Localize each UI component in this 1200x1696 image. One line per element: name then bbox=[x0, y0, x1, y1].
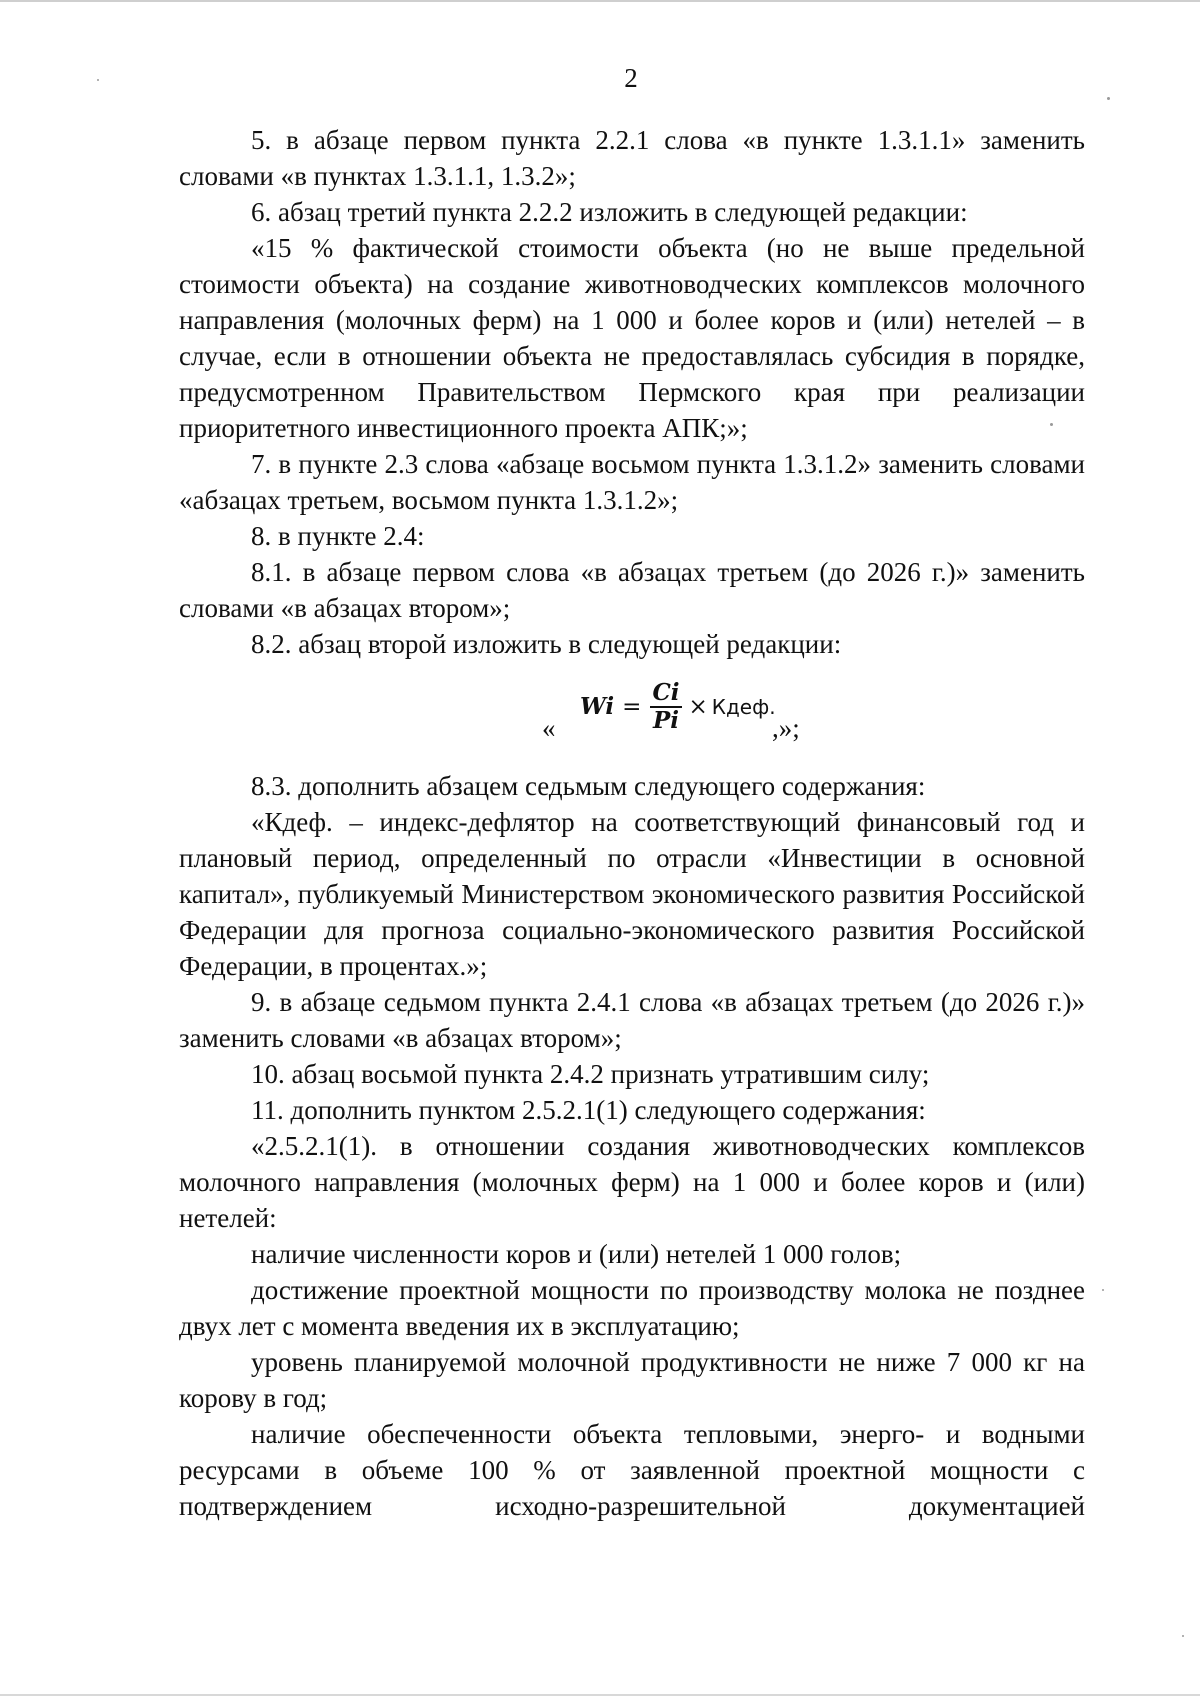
paragraph-item-8: 8. в пункте 2.4: bbox=[251, 521, 425, 551]
formula-denominator: Pi bbox=[650, 706, 682, 734]
scan-top-edge bbox=[0, 0, 1200, 2]
paragraph-item-8-2: 8.2. абзац второй изложить в следующей редакции: bbox=[251, 629, 842, 659]
page-number: 2 bbox=[624, 63, 638, 93]
scan-speck bbox=[1107, 97, 1110, 100]
formula-numerator: Ci bbox=[652, 679, 680, 706]
paragraph-item-9: 9. в абзаце седьмом пункта 2.4.1 слова «в абзацах третьем (до 2026 г.)» заменить словами «в абзацах втором»; bbox=[179, 987, 1085, 1053]
paragraph-item-8-3-text: «Кдеф. – индекс-дефлятор на соответствующий финансовый год и плановый период, определенный по отрасли «Инвестиции в основной капитал», публикуемый Министерством экономического развития Российской Федерации для прогноза социально-экономического развития Российской Федерации, в процентах.»; bbox=[179, 807, 1085, 981]
paragraph-criterion-headcount: наличие численности коров и (или) нетелей 1 000 голов; bbox=[251, 1239, 902, 1269]
paragraph-criterion-resources: наличие обеспеченности объекта тепловыми, энерго- и водными ресурсами в объеме 100 % от заявленной проектной мощности с подтверждением исходно-разрешительной документацией bbox=[179, 1419, 1085, 1521]
formula-expression bbox=[580, 680, 776, 734]
paragraph-criterion-productivity: уровень планируемой молочной продуктивности не ниже 7 000 кг на корову в год; bbox=[179, 1347, 1085, 1413]
scan-speck bbox=[1102, 1289, 1104, 1291]
document-body bbox=[179, 122, 1085, 1524]
formula bbox=[179, 668, 1085, 758]
formula-close: ,»; bbox=[772, 713, 800, 743]
paragraph-criterion-capacity: достижение проектной мощности по производству молока не позднее двух лет с момента введения их в эксплуатацию; bbox=[179, 1275, 1085, 1341]
formula-fraction bbox=[649, 680, 682, 734]
formula-times: × bbox=[688, 694, 708, 720]
paragraph-item-11: 11. дополнить пунктом 2.5.2.1(1) следующего содержания: bbox=[251, 1095, 926, 1125]
scan-speck bbox=[1182, 1635, 1184, 1637]
paragraph-item-11-text: «2.5.2.1(1). в отношении создания животноводческих комплексов молочного направления (молочных ферм) на 1 000 и более коров и (или) нетелей: bbox=[179, 1131, 1085, 1233]
formula-coefficient: Кдеф. bbox=[711, 695, 776, 719]
paragraph-item-7: 7. в пункте 2.3 слова «абзаце восьмом пункта 1.3.1.2» заменить словами «абзацах третьем, восьмом пункта 1.3.1.2»; bbox=[179, 449, 1085, 515]
paragraph-item-6-text: «15 % фактической стоимости объекта (но не выше предельной стоимости объекта) на создание животноводческих комплексов молочного направления (молочных ферм) на 1 000 и более коров и (или) нетелей – в случае, если в отношении объекта не предоставлялась субсидия в порядке, предусмотренном Правительством Пермского края при реализации приоритетного инвестиционного проекта АПК;»; bbox=[179, 233, 1085, 443]
formula-equals: = bbox=[622, 694, 642, 720]
paragraph-item-6: 6. абзац третий пункта 2.2.2 изложить в следующей редакции: bbox=[251, 197, 968, 227]
paragraph-item-8-1: 8.1. в абзаце первом слова «в абзацах третьем (до 2026 г.)» заменить словами «в абзацах втором»; bbox=[179, 557, 1085, 623]
formula-open-quote: « bbox=[542, 713, 556, 743]
paragraph-item-8-3: 8.3. дополнить абзацем седьмым следующего содержания: bbox=[251, 771, 926, 801]
paragraph-item-5: 5. в абзаце первом пункта 2.2.1 слова «в пункте 1.3.1.1» заменить словами «в пунктах 1.3.1.1, 1.3.2»; bbox=[179, 125, 1085, 191]
formula-lhs: Wi bbox=[580, 693, 615, 720]
paragraph-item-10: 10. абзац восьмой пункта 2.4.2 признать утратившим силу; bbox=[251, 1059, 930, 1089]
